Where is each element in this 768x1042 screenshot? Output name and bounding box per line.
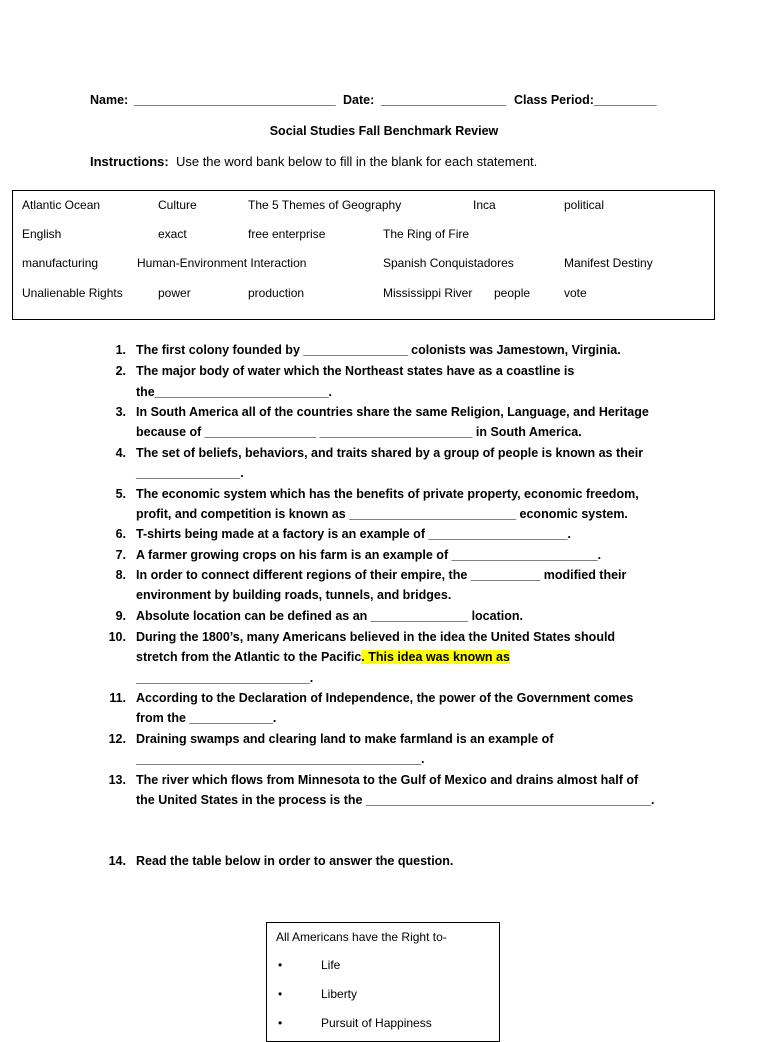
question-text-part: stretch from the Atlantic to the Pacific: [136, 650, 362, 664]
class-period-blank[interactable]: _________: [594, 93, 657, 107]
date-label: Date:: [343, 93, 375, 107]
date-blank[interactable]: __________________: [381, 93, 507, 107]
question-number: 7.: [115, 548, 126, 562]
question-text: from the ____________.: [136, 711, 277, 725]
question-text: In order to connect different regions of their empire, the __________ modified their: [136, 568, 627, 582]
question-text: because of ________________ ______________________ in South America.: [136, 425, 582, 439]
question-text: Read the table below in order to answer the question.: [136, 854, 454, 868]
rights-item: Pursuit of Happiness: [321, 1016, 432, 1030]
question-number: 12.: [108, 732, 126, 746]
word-bank-item: Spanish Conquistadores: [383, 256, 514, 270]
question-text: The major body of water which the Northeast states have as a coastline is: [136, 364, 575, 378]
word-bank-item: Manifest Destiny: [564, 256, 653, 270]
question-text: _________________________.: [136, 671, 314, 685]
page-title: Social Studies Fall Benchmark Review: [269, 124, 499, 138]
instructions-text: Use the word bank below to fill in the blank for each statement.: [175, 154, 538, 169]
word-bank-item: Inca: [473, 198, 496, 212]
rights-table: [266, 922, 500, 1042]
word-bank-item: Mississippi River: [383, 286, 473, 300]
bullet-icon: •: [278, 1016, 283, 1030]
word-bank-item: exact: [158, 227, 187, 241]
question-text: environment by building roads, tunnels, and bridges.: [136, 588, 452, 602]
word-bank: [12, 190, 715, 320]
word-bank-item: The Ring of Fire: [383, 227, 470, 241]
name-blank[interactable]: _____________________________: [134, 93, 336, 107]
question-number: 14.: [108, 854, 126, 868]
rights-item: Liberty: [321, 987, 358, 1001]
question-text: [136, 650, 510, 664]
question-number: 2.: [115, 364, 126, 378]
question-number: 3.: [115, 405, 126, 419]
word-bank-item: manufacturing: [22, 256, 99, 270]
word-bank-item: English: [22, 227, 62, 241]
word-bank-item: production: [248, 286, 305, 300]
question-number: 9.: [115, 609, 126, 623]
question-text: the_________________________.: [136, 385, 333, 399]
bullet-icon: •: [278, 958, 283, 972]
question-text: Absolute location can be defined as an ______________ location.: [136, 609, 523, 623]
question-text: profit, and competition is known as ________________________ economic system.: [136, 507, 628, 521]
question-number: 1.: [115, 343, 126, 357]
question-number: 13.: [108, 773, 126, 787]
word-bank-item: The 5 Themes of Geography: [248, 198, 402, 212]
instructions-label: Instructions:: [90, 154, 169, 169]
rights-item: Life: [321, 958, 341, 972]
word-bank-item: Unalienable Rights: [22, 286, 123, 300]
question-number: 11.: [109, 691, 126, 705]
question-text: During the 1800’s, many Americans believed in the idea the United States should: [136, 630, 616, 644]
word-bank-item: vote: [564, 286, 587, 300]
name-label: Name:: [90, 93, 129, 107]
word-bank-item: people: [494, 286, 531, 300]
instructions: [90, 154, 537, 169]
question-text: The set of beliefs, behaviors, and traits shared by a group of people is known as their: [136, 446, 644, 460]
question-number: 8.: [115, 568, 126, 582]
bullet-icon: •: [278, 987, 283, 1001]
question-text: _________________________________________.: [136, 752, 425, 766]
question-text: The river which flows from Minnesota to the Gulf of Mexico and drains almost half of: [136, 773, 639, 787]
word-bank-item: Culture: [158, 198, 197, 212]
word-bank-item: political: [564, 198, 605, 212]
rights-table-heading: All Americans have the Right to-: [276, 930, 447, 944]
word-bank-item: free enterprise: [248, 227, 326, 241]
question-number: 5.: [115, 487, 126, 501]
question-text: _______________.: [136, 466, 244, 480]
question-text: In South America all of the countries share the same Religion, Language, and Heritage: [136, 405, 649, 419]
highlighted-period: . This idea was known as: [361, 650, 510, 664]
question-number: 4.: [115, 446, 126, 460]
class-period-label: Class Period:: [514, 93, 594, 107]
word-bank-item: Atlantic Ocean: [22, 198, 101, 212]
question-text: The economic system which has the benefits of private property, economic freedom,: [136, 487, 639, 501]
question-text: The first colony founded by _______________ colonists was Jamestown, Virginia.: [136, 343, 621, 357]
question-text: the United States in the process is the _________________________________________.: [136, 793, 655, 807]
question-number: 10.: [108, 630, 126, 644]
question-text: T-shirts being made at a factory is an example of ____________________.: [136, 527, 571, 541]
question-text: According to the Declaration of Independence, the power of the Government comes: [136, 691, 634, 705]
question-number: 6.: [115, 527, 126, 541]
word-bank-item: power: [158, 286, 191, 300]
question-text: Draining swamps and clearing land to make farmland is an example of: [136, 732, 554, 746]
word-bank-item: Human-Environment Interaction: [137, 256, 307, 270]
question-text: A farmer growing crops on his farm is an example of _____________________.: [136, 548, 602, 562]
